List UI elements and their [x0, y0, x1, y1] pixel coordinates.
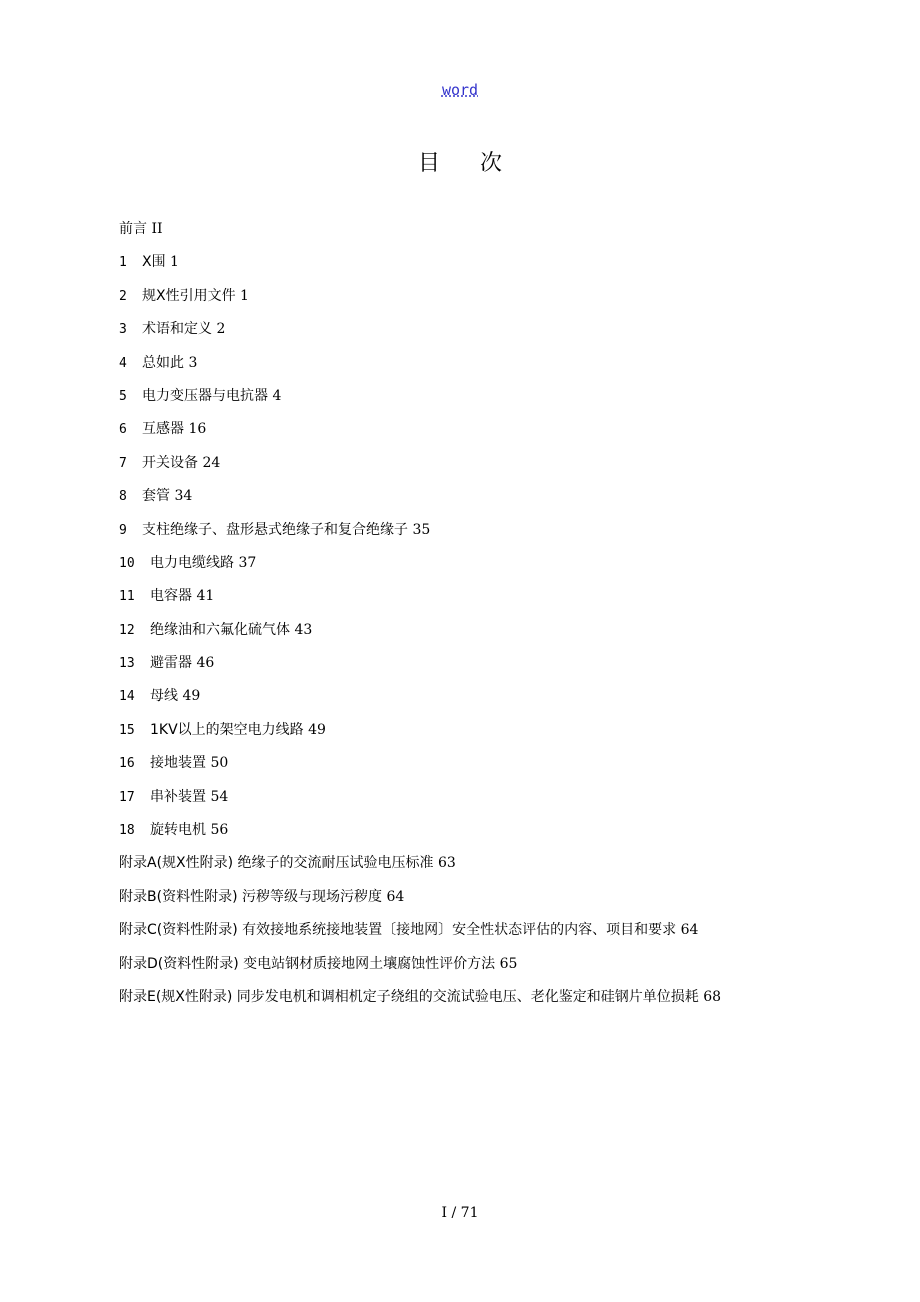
toc-title: 总如此 [142, 354, 184, 371]
toc-entry[interactable] [119, 918, 721, 951]
toc-number: 18 [119, 823, 135, 839]
toc-page: 68 [703, 988, 722, 1005]
toc-number: 17 [119, 789, 135, 805]
toc-entry[interactable] [119, 384, 721, 417]
toc-entry[interactable] [119, 818, 721, 851]
toc-number: 2 [119, 288, 127, 304]
toc-title: 避雷器 [150, 655, 192, 672]
toc-title: 附录B(资料性附录) 污秽等级与现场污秽度 [119, 888, 382, 905]
toc-entry[interactable] [119, 317, 721, 350]
toc-page: 64 [680, 922, 699, 939]
toc-page: 16 [188, 421, 207, 438]
toc-page: 4 [272, 387, 282, 404]
toc-page: 34 [174, 488, 193, 505]
toc-page: 54 [210, 788, 229, 805]
toc-number: 10 [119, 555, 135, 571]
toc-entry[interactable] [119, 451, 721, 484]
toc-entry[interactable] [119, 484, 721, 517]
toc-number: 12 [119, 622, 135, 638]
toc-title: 接地装置 [150, 755, 206, 772]
toc-number: 9 [119, 522, 127, 538]
toc-entry[interactable] [119, 417, 721, 450]
toc-entry[interactable] [119, 518, 721, 551]
page-number-footer: I / 71 [441, 1205, 479, 1221]
toc-entry[interactable] [119, 651, 721, 684]
toc-page: 64 [386, 888, 405, 905]
toc-title: 前言 [119, 221, 147, 237]
toc-page: 43 [294, 621, 313, 638]
table-of-contents [119, 217, 721, 1018]
page-title: 目次 [417, 151, 542, 176]
toc-number: 11 [119, 589, 135, 605]
toc-title: 术语和定义 [142, 321, 212, 338]
toc-entry[interactable] [119, 250, 721, 283]
toc-number: 5 [119, 388, 127, 404]
toc-title: 旋转电机 [150, 822, 206, 839]
toc-title: 支柱绝缘子、盘形悬式绝缘子和复合绝缘子 [142, 521, 408, 538]
toc-number: 1 [119, 255, 127, 271]
header-word-link[interactable]: word [441, 81, 479, 99]
toc-page: 41 [196, 588, 215, 605]
toc-page: II [151, 221, 163, 237]
toc-number: 14 [119, 689, 135, 705]
toc-title: 1KV以上的架空电力线路 [150, 721, 304, 738]
toc-entry[interactable] [119, 551, 721, 584]
toc-page: 49 [182, 688, 201, 705]
toc-entry[interactable] [119, 718, 721, 751]
toc-page: 63 [438, 855, 456, 872]
toc-entry[interactable] [119, 284, 721, 317]
toc-page: 65 [499, 955, 518, 972]
toc-number: 13 [119, 656, 135, 672]
toc-page: 24 [202, 454, 221, 471]
toc-title: 附录E(规X性附录) 同步发电机和调相机定子绕组的交流试验电压、老化鉴定和硅钢片单位损耗 [119, 988, 699, 1005]
toc-entry[interactable] [119, 217, 721, 250]
toc-title: 附录C(资料性附录) 有效接地系统接地装置〔接地网〕安全性状态评估的内容、项目和要求 [119, 922, 677, 939]
toc-entry[interactable] [119, 885, 721, 918]
toc-page: 2 [216, 321, 226, 338]
toc-title: 电力变压器与电抗器 [142, 387, 268, 404]
toc-title: 套管 [142, 488, 170, 505]
toc-page: 35 [412, 521, 431, 538]
toc-page: 1 [170, 254, 179, 271]
toc-entry[interactable] [119, 985, 721, 1018]
toc-number: 16 [119, 756, 135, 772]
toc-title: 开关设备 [142, 454, 198, 471]
toc-title: 互感器 [142, 421, 184, 438]
toc-entry[interactable] [119, 684, 721, 717]
toc-title: 母线 [150, 688, 178, 705]
toc-number: 4 [119, 355, 127, 371]
toc-number: 6 [119, 422, 127, 438]
toc-title: 电力电缆线路 [150, 554, 234, 571]
toc-page: 56 [210, 822, 229, 839]
toc-page: 49 [308, 721, 326, 738]
toc-entry[interactable] [119, 618, 721, 651]
toc-title: 附录A(规X性附录) 绝缘子的交流耐压试验电压标准 [119, 855, 434, 872]
toc-page: 3 [188, 354, 198, 371]
toc-entry[interactable] [119, 785, 721, 818]
toc-title: 规X性引用文件 [142, 287, 236, 304]
toc-number: 15 [119, 722, 135, 738]
toc-entry[interactable] [119, 351, 721, 384]
toc-page: 37 [238, 554, 257, 571]
toc-page: 50 [210, 755, 229, 772]
toc-title: X围 [142, 254, 166, 271]
toc-title: 电容器 [150, 588, 192, 605]
toc-entry[interactable] [119, 952, 721, 985]
toc-entry[interactable] [119, 584, 721, 617]
toc-entry[interactable] [119, 851, 721, 884]
toc-entry[interactable] [119, 751, 721, 784]
toc-number: 3 [119, 322, 127, 338]
toc-title: 附录D(资料性附录) 变电站钢材质接地网土壤腐蚀性评价方法 [119, 955, 496, 972]
toc-title: 串补装置 [150, 788, 206, 805]
toc-number: 7 [119, 455, 127, 471]
toc-number: 8 [119, 489, 127, 505]
toc-title: 绝缘油和六氟化硫气体 [150, 621, 290, 638]
toc-page: 1 [240, 287, 249, 304]
toc-page: 46 [196, 655, 215, 672]
